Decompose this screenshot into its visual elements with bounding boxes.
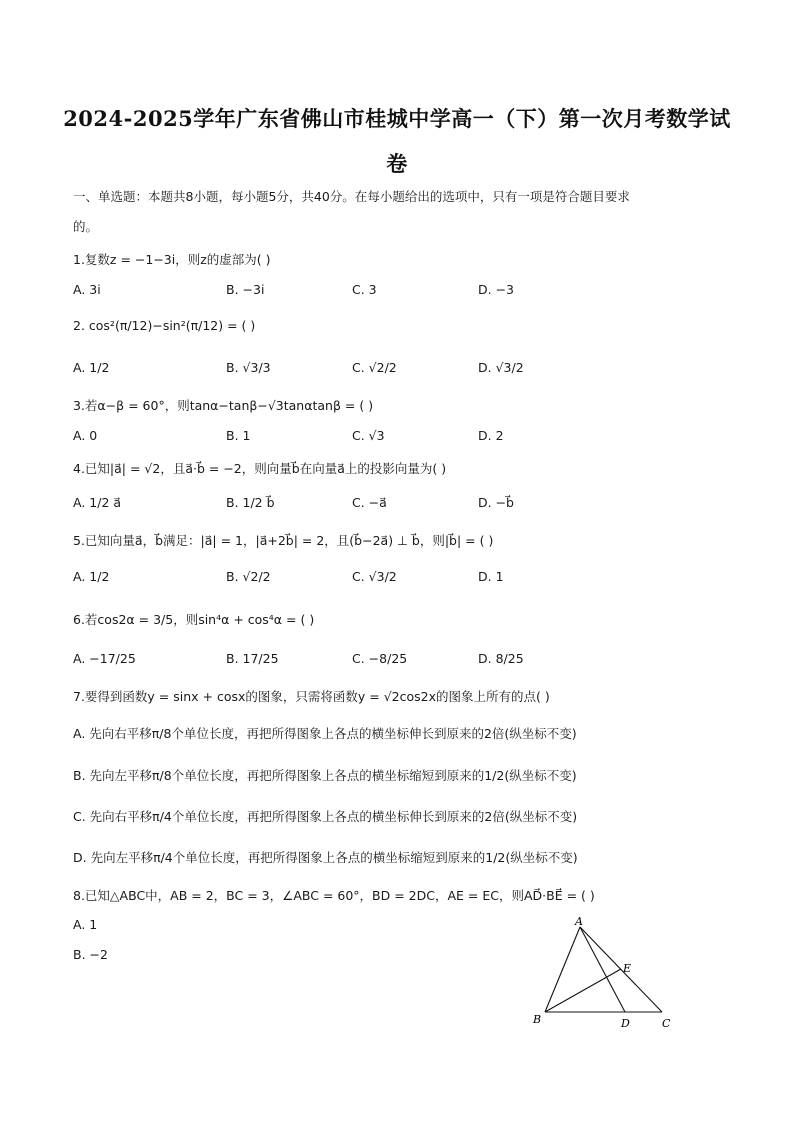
q7-option-c: C. 先向右平移π/4个单位长度，再把所得图象上各点的横坐标伸长到原来的2倍(纵坐标不变) <box>73 809 578 824</box>
q3-option-d: D. 2 <box>478 428 504 443</box>
q4-option-c: C. −a⃗ <box>352 495 387 510</box>
segment-ad <box>580 927 625 1012</box>
q2-option-a: A. 1/2 <box>73 360 110 375</box>
label-e: E <box>623 962 632 975</box>
q4-option-a: A. 1/2 a⃗ <box>73 495 122 510</box>
q5-stem: 5.已知向量a⃗，b⃗满足：|a⃗| = 1，|a⃗+2b⃗| = 2，且(b⃗−2a⃗) ⊥ b⃗，则|b⃗| = ( ) <box>73 533 494 548</box>
q8-stem: 8.已知△ABC中，AB = 2，BC = 3，∠ABC = 60°，BD = 2DC，AE = EC，则AD⃗·BE⃗ = ( ) <box>73 888 595 903</box>
label-b: B <box>533 1013 542 1026</box>
q2-stem: 2. cos²(π/12)−sin²(π/12) = ( ) <box>73 318 256 333</box>
q6-option-b: B. 17/25 <box>226 651 279 666</box>
q8-option-b: B. −2 <box>73 947 108 962</box>
q2-option-c: C. √2/2 <box>352 360 397 375</box>
q1-option-d: D. −3 <box>478 282 514 297</box>
q1-stem: 1.复数z = −1−3i，则z的虚部为( ) <box>73 252 271 267</box>
q1-option-a: A. 3i <box>73 282 101 297</box>
q7-stem: 7.要得到函数y = sinx + cosx的图象，只需将函数y = √2cos2x的图象上所有的点( ) <box>73 689 550 704</box>
q7-option-d: D. 先向左平移π/4个单位长度，再把所得图象上各点的横坐标缩短到原来的1/2(纵坐标不变) <box>73 850 578 865</box>
q6-option-c: C. −8/25 <box>352 651 408 666</box>
segment-ab <box>545 927 580 1012</box>
q3-stem: 3.若α−β = 60°，则tanα−tanβ−√3tanαtanβ = ( ) <box>73 398 374 413</box>
q6-option-a: A. −17/25 <box>73 651 136 666</box>
section-header-cont: 的。 <box>73 219 99 234</box>
q3-option-c: C. √3 <box>352 428 385 443</box>
q5-option-b: B. √2/2 <box>226 569 271 584</box>
q4-stem: 4.已知|a⃗| = √2，且a⃗·b⃗ = −2，则向量b⃗在向量a⃗上的投影向量为( ) <box>73 461 447 476</box>
q5-option-a: A. 1/2 <box>73 569 110 584</box>
q5-option-d: D. 1 <box>478 569 504 584</box>
q1-option-b: B. −3i <box>226 282 265 297</box>
q6-option-d: D. 8/25 <box>478 651 524 666</box>
segment-be <box>545 969 621 1012</box>
q8-option-a: A. 1 <box>73 917 98 932</box>
q3-option-b: B. 1 <box>226 428 251 443</box>
q6-stem: 6.若cos2α = 3/5，则sin⁴α + cos⁴α = ( ) <box>73 612 315 627</box>
q4-option-b: B. 1/2 b⃗ <box>226 495 275 510</box>
q1-option-c: C. 3 <box>352 282 377 297</box>
q2-option-b: B. √3/3 <box>226 360 271 375</box>
q7-option-b: B. 先向左平移π/8个单位长度，再把所得图象上各点的横坐标缩短到原来的1/2(纵坐标不变) <box>73 768 577 783</box>
triangle-figure <box>525 915 685 1035</box>
exam-title-line2: 卷 <box>386 151 408 176</box>
q5-option-c: C. √3/2 <box>352 569 397 584</box>
label-d: D <box>621 1017 630 1030</box>
q2-option-d: D. √3/2 <box>478 360 524 375</box>
label-a: A <box>575 915 583 928</box>
q4-option-d: D. −b⃗ <box>478 495 514 510</box>
section-header: 一、单选题：本题共8小题，每小题5分，共40分。在每小题给出的选项中，只有一项是符合题目要求 <box>73 189 630 204</box>
exam-title-line1: 2024-2025学年广东省佛山市桂城中学高一（下）第一次月考数学试 <box>63 106 731 131</box>
label-c: C <box>662 1017 671 1030</box>
q7-option-a: A. 先向右平移π/8个单位长度，再把所得图象上各点的横坐标伸长到原来的2倍(纵坐标不变) <box>73 726 577 741</box>
q3-option-a: A. 0 <box>73 428 98 443</box>
